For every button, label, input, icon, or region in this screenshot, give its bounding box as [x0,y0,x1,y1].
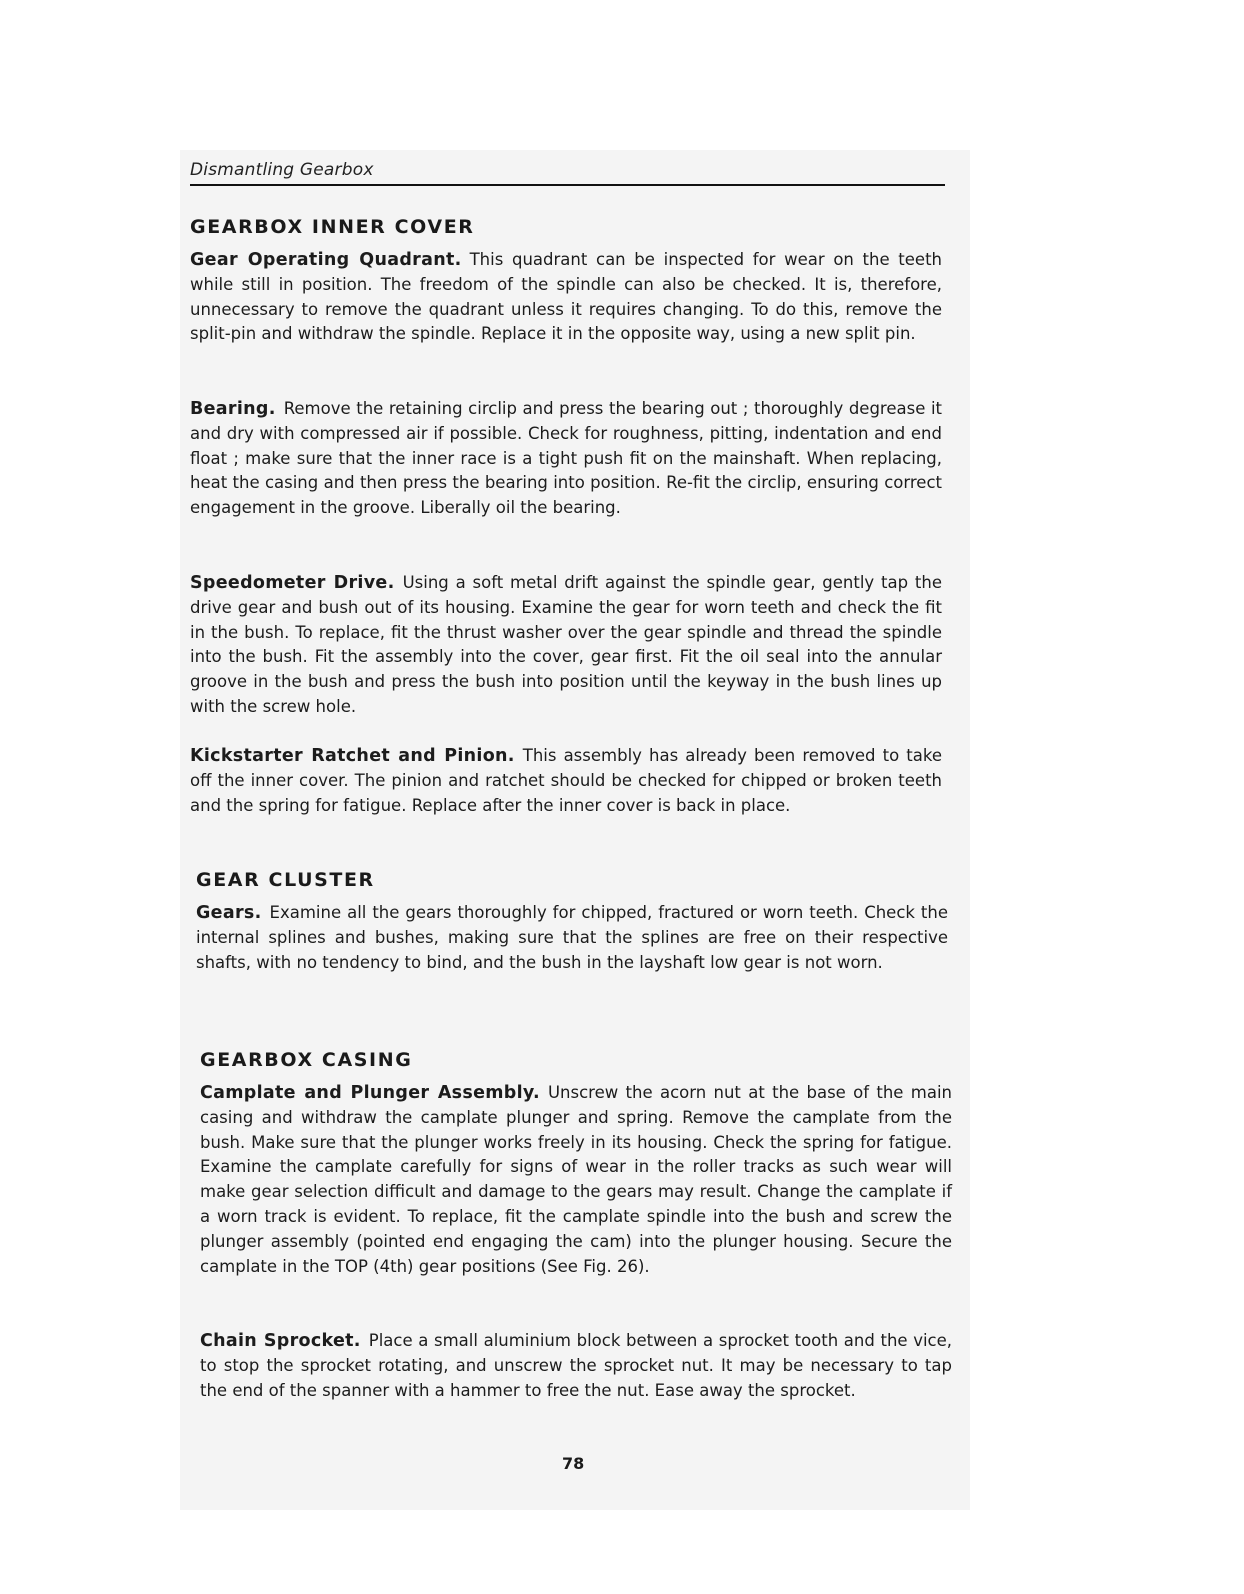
section-heading-gearbox-casing: GEARBOX CASING [200,1049,413,1071]
section-heading-gearbox-inner-cover: GEARBOX INNER COVER [190,216,475,238]
paragraph-lead: Gear Operating Quadrant. [190,250,462,270]
paragraph-body: Remove the retaining circlip and press the bearing out ; thoroughly degrease it and dry with compressed air if possible. Check for roughness, pitting, indentation and end float ; make sure that the inner race is a tight push fit on the mainshaft. When replacing, heat the casing and then press the bearing into position. Re-fit the circlip, ensuring correct engagement in the groove. Liberally oil the bearing. [190,399,942,518]
paragraph-gear-operating-quadrant [190,248,942,347]
paragraph-chain-sprocket [200,1329,952,1403]
section-heading-gear-cluster: GEAR CLUSTER [196,869,375,891]
paragraph-gears [196,901,948,975]
running-head: Dismantling Gearbox [190,160,374,180]
paragraph-lead: Gears. [196,903,262,923]
paragraph-body: Unscrew the acorn nut at the base of the main casing and withdraw the camplate plunger and spring. Remove the camplate from the bush. Make sure that the plunger works freely in its housing. Check the spring for fatigue. Examine the camplate carefully for signs of wear in the roller tracks as such wear will make gear selection difficult and damage to the gears may result. Change the camplate if a worn track is evident. To replace, fit the camplate spindle into the bush and screw the plunger assembly (pointed end engaging the cam) into the plunger housing. Secure the camplate in the TOP (4th) gear positions (See Fig. 26). [200,1083,952,1276]
paragraph-body: Using a soft metal drift against the spindle gear, gently tap the drive gear and bush out of its housing. Examine the gear for worn teeth and check the fit in the bush. To replace, fit the thrust washer over the gear spindle and thread the spindle into the bush. Fit the assembly into the cover, gear first. Fit the oil seal into the annular groove in the bush and press the bush into position until the keyway in the bush lines up with the screw hole. [190,573,942,716]
paragraph-body: Examine all the gears thoroughly for chipped, fractured or worn teeth. Check the internal splines and bushes, making sure that the splines are free on their respective shafts, with no tendency to bind, and the bush in the layshaft low gear is not worn. [196,903,948,972]
header-rule [190,184,945,186]
paragraph-body: This quadrant can be inspected for wear on the teeth while still in position. The freedom of the spindle can also be checked. It is, therefore, unnecessary to remove the quadrant unless it requires changing. To do this, remove the split-pin and withdraw the spindle. Replace it in the opposite way, using a new split pin. [190,250,943,344]
paragraph-lead: Kickstarter Ratchet and Pinion. [190,746,515,766]
paragraph-camplate-plunger [200,1081,952,1279]
paragraph-lead: Speedometer Drive. [190,573,395,593]
paragraph-body: Place a small aluminium block between a sprocket tooth and the vice, to stop the sprocket rotating, and unscrew the sprocket nut. It may be necessary to tap the end of the spanner with a hammer to free the nut. Ease away the sprocket. [200,1331,953,1400]
paragraph-kickstarter-ratchet [190,744,942,818]
paragraph-bearing [190,397,942,521]
paragraph-lead: Camplate and Plunger Assembly. [200,1083,540,1103]
scanned-page-background [180,150,970,1510]
paragraph-lead: Chain Sprocket. [200,1331,361,1351]
paragraph-lead: Bearing. [190,399,276,419]
page-number: 78 [562,1454,585,1473]
paragraph-body: This assembly has already been removed to take off the inner cover. The pinion and ratchet should be checked for chipped or broken teeth and the spring for fatigue. Replace after the inner cover is back in place. [190,746,942,815]
paragraph-speedometer-drive [190,571,942,720]
